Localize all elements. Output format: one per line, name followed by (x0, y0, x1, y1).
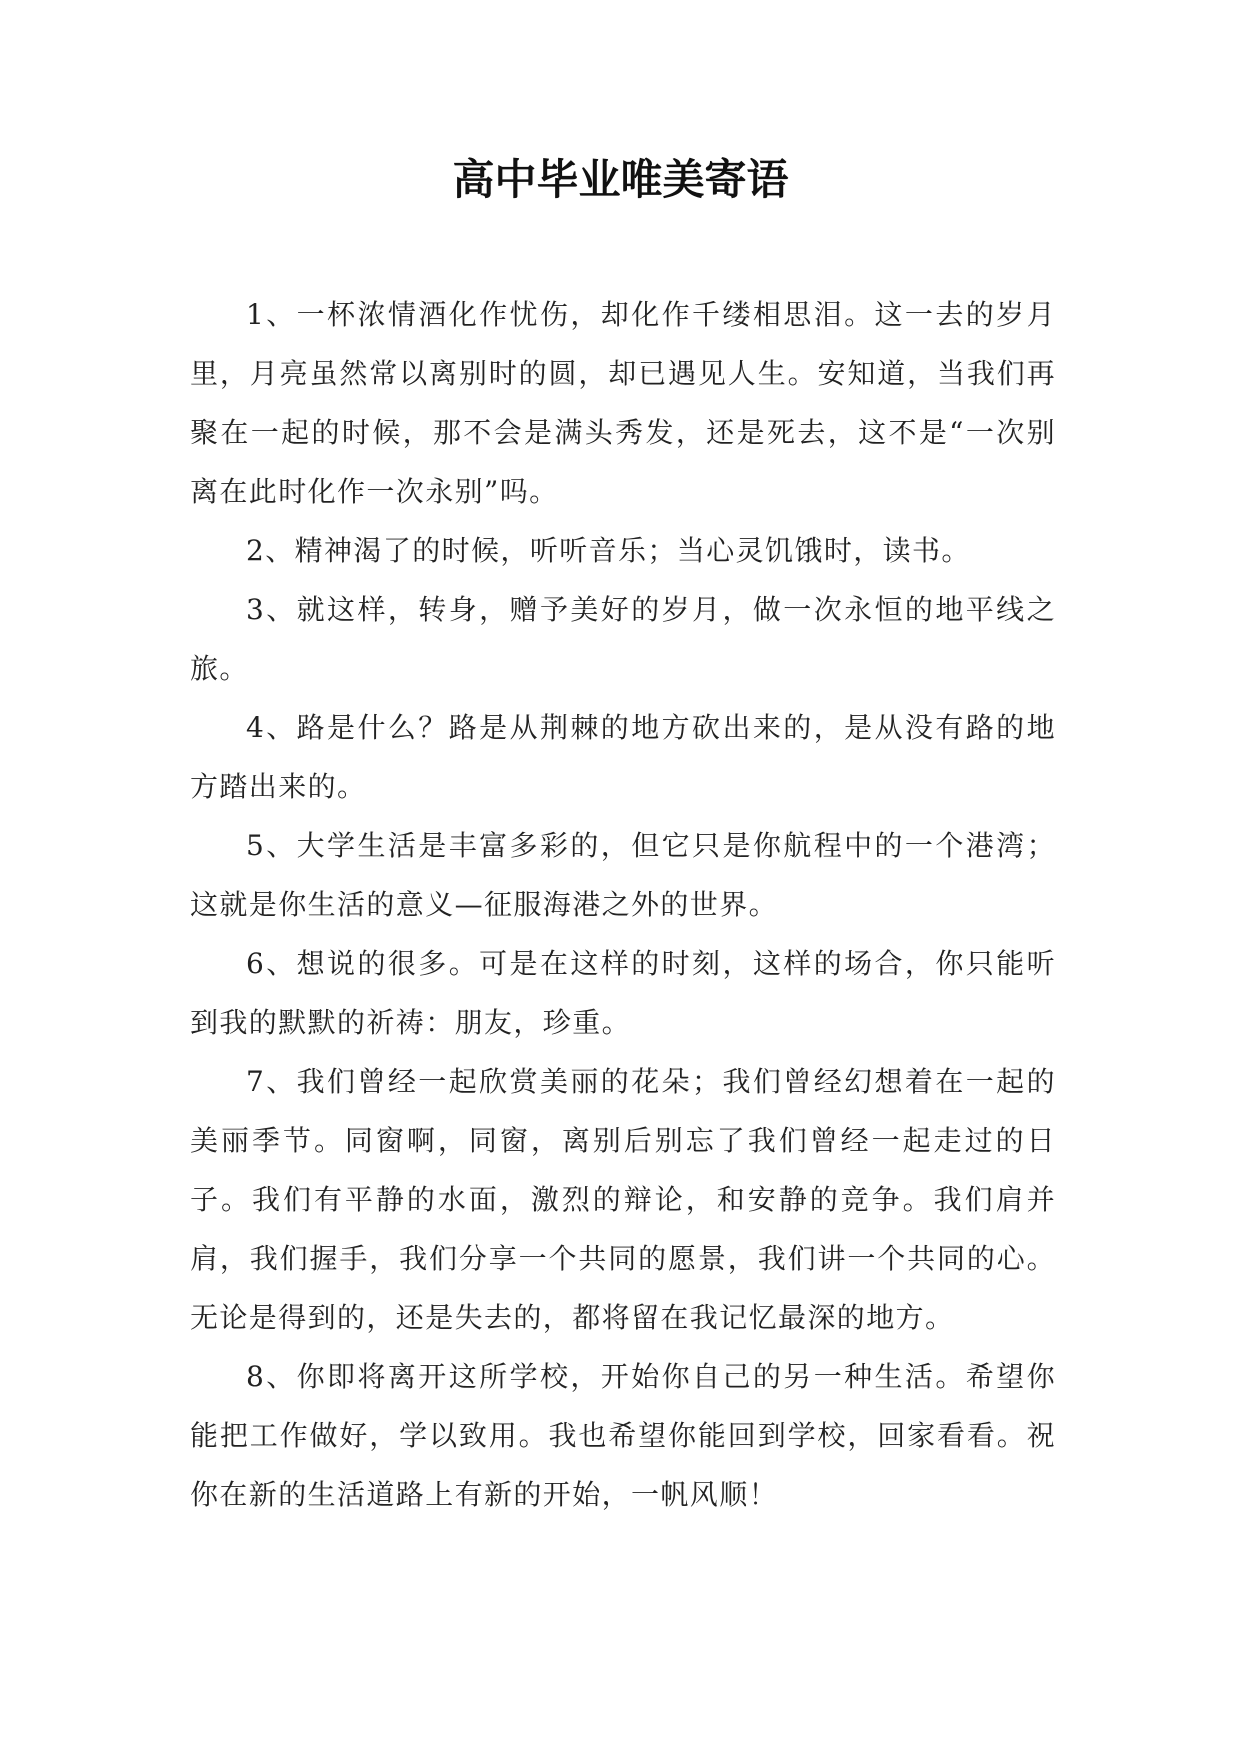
paragraph-2: 2、精神渴了的时候，听听音乐；当心灵饥饿时，读书。 (246, 534, 971, 567)
document-body (190, 285, 1056, 1524)
paragraph-1: 1、一杯浓情酒化作忧伤，却化作千缕相思泪。这一去的岁月里，月亮虽然常以离别时的圆，却已遇见人生。安知道，当我们再聚在一起的时候，那不会是满头秀发，还是死去，这不是“一次别离在此时化作一次永别”吗。 (190, 298, 1056, 508)
paragraph-4: 4、路是什么？路是从荆棘的地方砍出来的，是从没有路的地方踏出来的。 (190, 711, 1056, 803)
document-title: 高中毕业唯美寄语 (452, 155, 789, 204)
paragraph-3: 3、就这样，转身，赠予美好的岁月，做一次永恒的地平线之旅。 (190, 593, 1056, 685)
paragraph-6: 6、想说的很多。可是在这样的时刻，这样的场合，你只能听到我的默默的祈祷：朋友，珍重。 (190, 947, 1056, 1039)
paragraph-5: 5、大学生活是丰富多彩的，但它只是你航程中的一个港湾；这就是你生活的意义—征服海港之外的世界。 (190, 829, 1056, 921)
paragraph-7: 7、我们曾经一起欣赏美丽的花朵；我们曾经幻想着在一起的美丽季节。同窗啊，同窗，离别后别忘了我们曾经一起走过的日子。我们有平静的水面，激烈的辩论，和安静的竞争。我们肩并肩，我们握手，我们分享一个共同的愿景，我们讲一个共同的心。无论是得到的，还是失去的，都将留在我记忆最深的地方。 (190, 1065, 1056, 1334)
paragraph-8: 8、你即将离开这所学校，开始你自己的另一种生活。希望你能把工作做好，学以致用。我也希望你能回到学校，回家看看。祝你在新的生活道路上有新的开始，一帆风顺！ (190, 1360, 1056, 1511)
